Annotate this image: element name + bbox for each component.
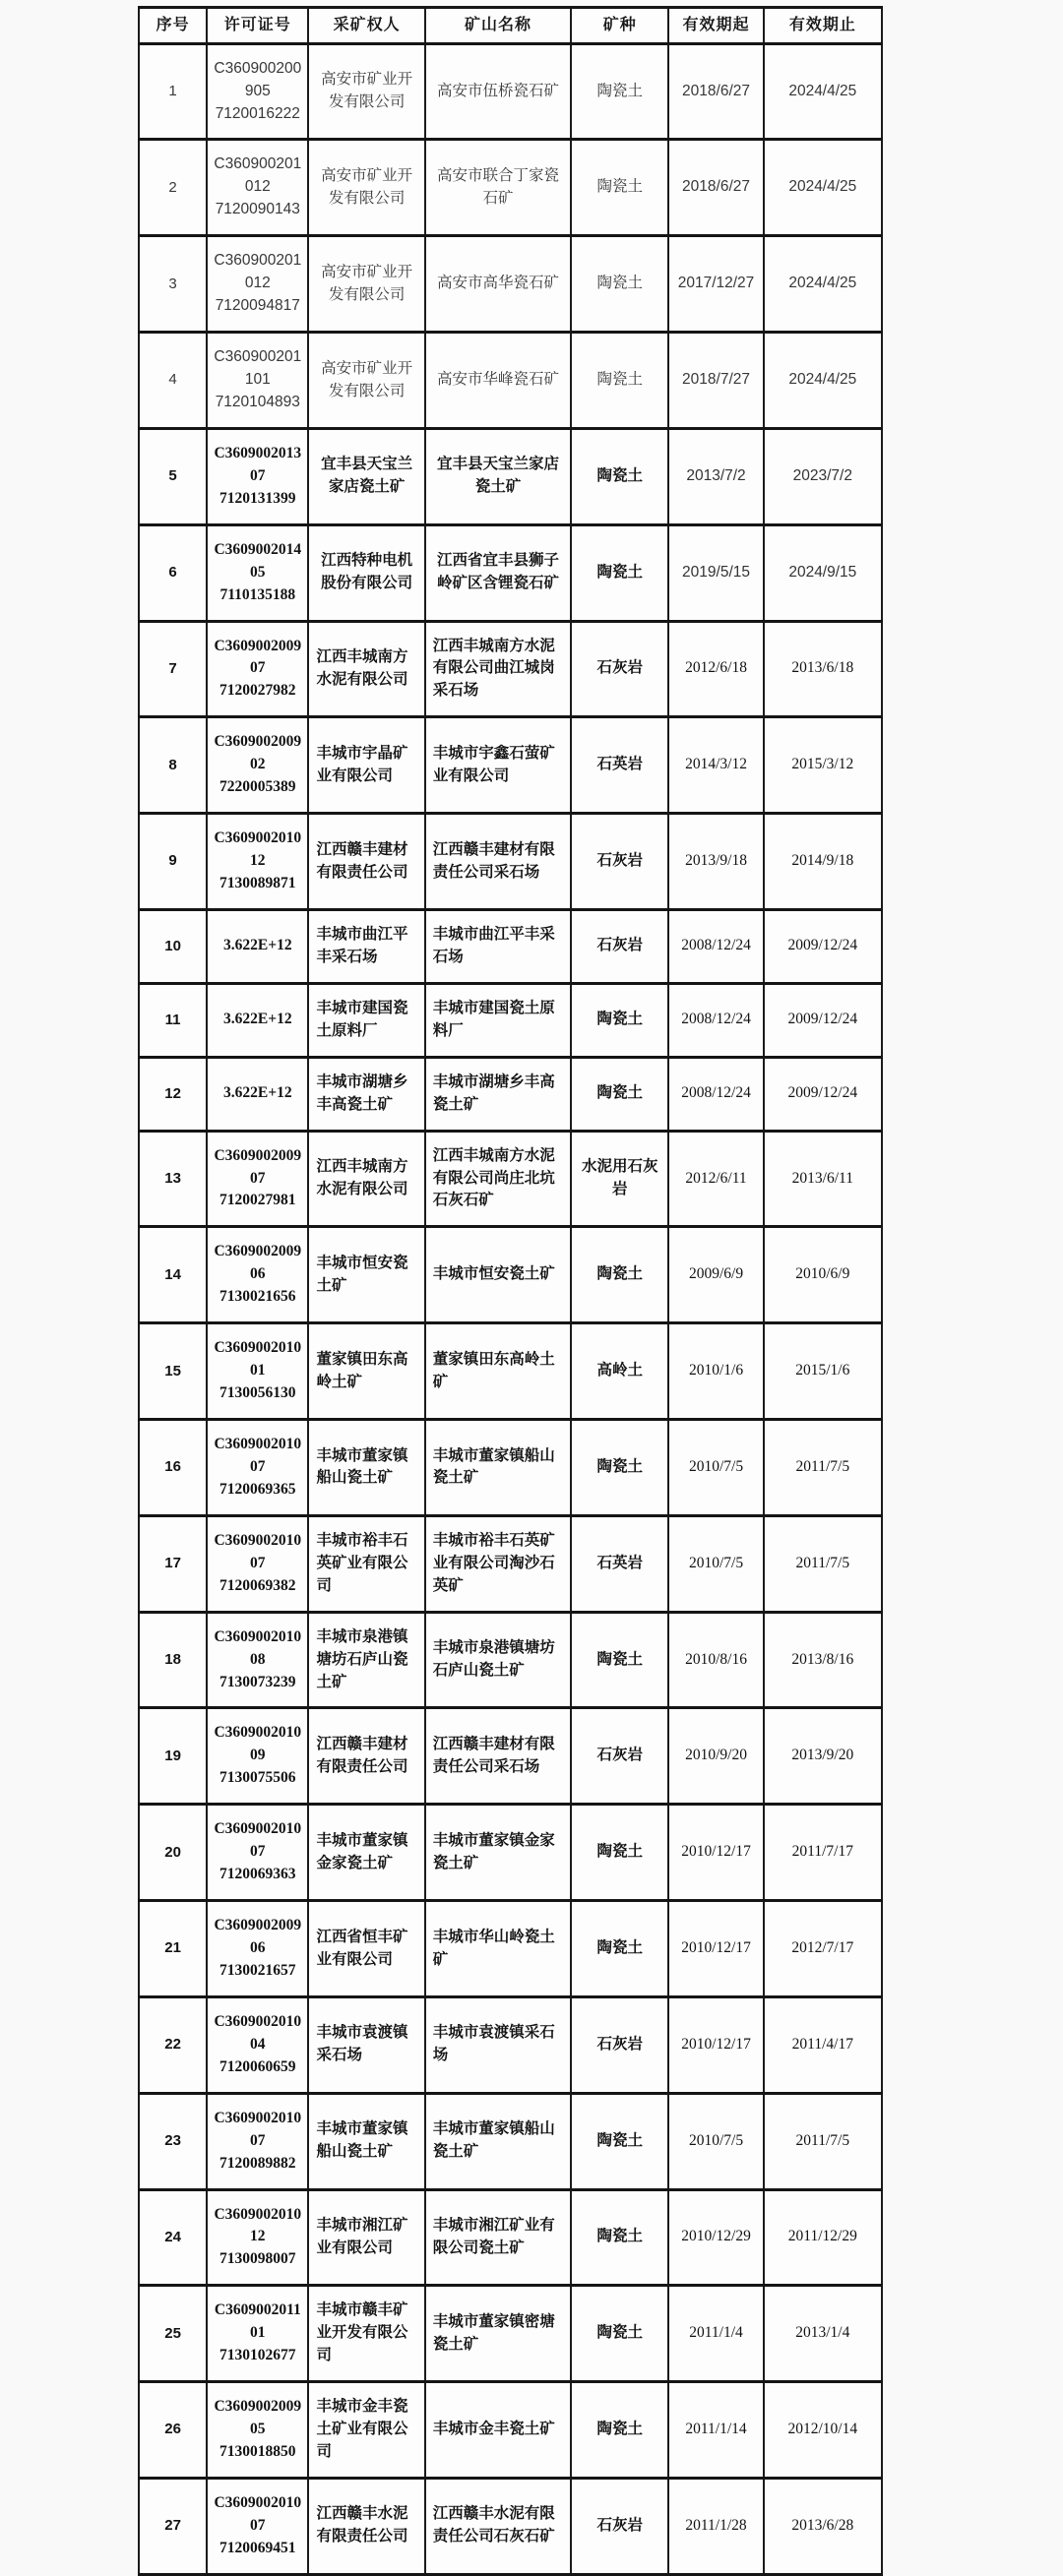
cell-mineral: 陶瓷土 xyxy=(571,1420,668,1516)
cell-serial: 18 xyxy=(139,1612,207,1708)
cell-serial: 3 xyxy=(139,236,207,333)
table-row xyxy=(139,2189,882,2286)
cell-license: C360900201007 7120069365 xyxy=(207,1420,308,1516)
cell-serial: 14 xyxy=(139,1227,207,1323)
cell-mineral: 陶瓷土 xyxy=(571,236,668,333)
cell-mineral: 陶瓷土 xyxy=(571,2189,668,2286)
cell-mine-name: 丰城市曲江平丰采石场 xyxy=(425,909,571,983)
cell-valid-to: 2024/9/15 xyxy=(764,524,882,621)
cell-mine-name: 江西赣丰水泥有限责任公司石灰石矿 xyxy=(425,2478,571,2574)
cell-mineral: 陶瓷土 xyxy=(571,428,668,524)
table-row xyxy=(139,2286,882,2382)
cell-serial: 13 xyxy=(139,1131,207,1227)
cell-valid-to: 2023/7/2 xyxy=(764,428,882,524)
cell-serial: 7 xyxy=(139,621,207,717)
cell-serial: 4 xyxy=(139,333,207,429)
table-row xyxy=(139,43,882,140)
cell-license: C360900201009 7130075506 xyxy=(207,1708,308,1805)
cell-valid-from: 2010/7/5 xyxy=(668,1515,763,1612)
cell-serial: 26 xyxy=(139,2382,207,2479)
cell-serial: 9 xyxy=(139,814,207,910)
table-row xyxy=(139,1057,882,1131)
cell-license: C360900201101 7120104893 xyxy=(207,333,308,429)
table-row xyxy=(139,1420,882,1516)
cell-mine-name: 丰城市袁渡镇采石场 xyxy=(425,1996,571,2093)
cell-serial: 24 xyxy=(139,2189,207,2286)
table-row xyxy=(139,428,882,524)
cell-valid-from: 2010/1/6 xyxy=(668,1323,763,1420)
col-header-license: 许可证号 xyxy=(207,8,308,44)
cell-mineral: 陶瓷土 xyxy=(571,2286,668,2382)
table-row xyxy=(139,1708,882,1805)
cell-license: C360900201007 7120069363 xyxy=(207,1805,308,1901)
cell-valid-to: 2013/6/28 xyxy=(764,2478,882,2574)
cell-owner: 丰城市曲江平丰采石场 xyxy=(308,909,424,983)
cell-owner: 丰城市建国瓷土原料厂 xyxy=(308,983,424,1057)
cell-valid-from: 2009/6/9 xyxy=(668,1227,763,1323)
cell-owner: 高安市矿业开发有限公司 xyxy=(308,333,424,429)
cell-owner: 江西省恒丰矿业有限公司 xyxy=(308,1901,424,1997)
table-row xyxy=(139,140,882,236)
cell-serial: 19 xyxy=(139,1708,207,1805)
cell-valid-to: 2013/6/11 xyxy=(764,1131,882,1227)
cell-mine-name: 江西丰城南方水泥有限公司尚庄北坑石灰石矿 xyxy=(425,1131,571,1227)
cell-valid-to: 2011/7/5 xyxy=(764,1515,882,1612)
cell-serial: 10 xyxy=(139,909,207,983)
cell-serial: 8 xyxy=(139,717,207,814)
cell-owner: 丰城市湘江矿业有限公司 xyxy=(308,2189,424,2286)
cell-license: C360900200906 7130021656 xyxy=(207,1227,308,1323)
cell-serial: 17 xyxy=(139,1515,207,1612)
cell-mine-name: 高安市联合丁家瓷石矿 xyxy=(425,140,571,236)
cell-valid-to: 2014/9/18 xyxy=(764,814,882,910)
cell-mine-name: 丰城市董家镇金家瓷土矿 xyxy=(425,1805,571,1901)
table-row xyxy=(139,2382,882,2479)
cell-valid-from: 2010/7/5 xyxy=(668,1420,763,1516)
cell-mine-name: 高安市伍桥瓷石矿 xyxy=(425,43,571,140)
cell-valid-from: 2010/12/29 xyxy=(668,2189,763,2286)
cell-owner: 丰城市董家镇船山瓷土矿 xyxy=(308,1420,424,1516)
cell-owner: 丰城市湖塘乡丰高瓷土矿 xyxy=(308,1057,424,1131)
cell-valid-to: 2015/1/6 xyxy=(764,1323,882,1420)
cell-valid-from: 2018/7/27 xyxy=(668,333,763,429)
cell-valid-to: 2013/1/4 xyxy=(764,2286,882,2382)
cell-owner: 高安市矿业开发有限公司 xyxy=(308,140,424,236)
cell-mine-name: 江西赣丰建材有限责任公司采石场 xyxy=(425,1708,571,1805)
cell-valid-from: 2008/12/24 xyxy=(668,1057,763,1131)
cell-valid-from: 2012/6/18 xyxy=(668,621,763,717)
cell-mineral: 石英岩 xyxy=(571,1515,668,1612)
col-header-valid-from: 有效期起 xyxy=(668,8,763,44)
cell-mineral: 陶瓷土 xyxy=(571,524,668,621)
cell-license: C360900201007 7120069382 xyxy=(207,1515,308,1612)
table-row xyxy=(139,1901,882,1997)
cell-mine-name: 宜丰县天宝兰家店瓷土矿 xyxy=(425,428,571,524)
cell-mine-name: 丰城市宇鑫石萤矿业有限公司 xyxy=(425,717,571,814)
table-row xyxy=(139,2093,882,2189)
cell-serial: 23 xyxy=(139,2093,207,2189)
header-row xyxy=(139,8,882,44)
cell-mine-name: 江西省宜丰县狮子岭矿区含锂瓷石矿 xyxy=(425,524,571,621)
cell-valid-to: 2011/7/5 xyxy=(764,2093,882,2189)
cell-mine-name: 丰城市金丰瓷土矿 xyxy=(425,2382,571,2479)
table-row xyxy=(139,524,882,621)
cell-serial: 21 xyxy=(139,1901,207,1997)
table-row xyxy=(139,983,882,1057)
cell-owner: 江西丰城南方水泥有限公司 xyxy=(308,621,424,717)
cell-mineral: 陶瓷土 xyxy=(571,140,668,236)
cell-license: C360900200905 7120016222 xyxy=(207,43,308,140)
cell-serial: 27 xyxy=(139,2478,207,2574)
cell-license: C360900201001 7130056130 xyxy=(207,1323,308,1420)
cell-serial: 6 xyxy=(139,524,207,621)
cell-license: C360900201101 7130102677 xyxy=(207,2286,308,2382)
cell-mine-name: 丰城市裕丰石英矿业有限公司淘沙石英矿 xyxy=(425,1515,571,1612)
cell-owner: 高安市矿业开发有限公司 xyxy=(308,236,424,333)
cell-owner: 丰城市袁渡镇采石场 xyxy=(308,1996,424,2093)
cell-mine-name: 高安市高华瓷石矿 xyxy=(425,236,571,333)
cell-mine-name: 丰城市建国瓷土原料厂 xyxy=(425,983,571,1057)
cell-valid-from: 2014/3/12 xyxy=(668,717,763,814)
cell-valid-from: 2012/6/11 xyxy=(668,1131,763,1227)
cell-valid-to: 2012/7/17 xyxy=(764,1901,882,1997)
cell-license: 3.622E+12 xyxy=(207,1057,308,1131)
cell-valid-from: 2010/8/16 xyxy=(668,1612,763,1708)
cell-mine-name: 江西赣丰建材有限责任公司采石场 xyxy=(425,814,571,910)
table-row xyxy=(139,1805,882,1901)
cell-mineral: 石英岩 xyxy=(571,717,668,814)
mining-license-table xyxy=(138,6,883,2576)
cell-owner: 董家镇田东高岭土矿 xyxy=(308,1323,424,1420)
cell-mine-name: 丰城市恒安瓷土矿 xyxy=(425,1227,571,1323)
cell-valid-from: 2010/9/20 xyxy=(668,1708,763,1805)
cell-mine-name: 丰城市董家镇密塘瓷土矿 xyxy=(425,2286,571,2382)
table-row xyxy=(139,717,882,814)
cell-license: C360900201012 7120094817 xyxy=(207,236,308,333)
cell-valid-to: 2010/6/9 xyxy=(764,1227,882,1323)
cell-mineral: 陶瓷土 xyxy=(571,983,668,1057)
cell-valid-from: 2011/1/4 xyxy=(668,2286,763,2382)
cell-valid-to: 2009/12/24 xyxy=(764,909,882,983)
cell-valid-from: 2013/9/18 xyxy=(668,814,763,910)
table-row xyxy=(139,1323,882,1420)
table-row xyxy=(139,333,882,429)
col-header-valid-to: 有效期止 xyxy=(764,8,882,44)
cell-mineral: 石灰岩 xyxy=(571,621,668,717)
cell-license: C360900201012 7130098007 xyxy=(207,2189,308,2286)
cell-mineral: 陶瓷土 xyxy=(571,1057,668,1131)
cell-license: C360900201012 7120090143 xyxy=(207,140,308,236)
cell-valid-to: 2013/9/20 xyxy=(764,1708,882,1805)
cell-mineral: 陶瓷土 xyxy=(571,43,668,140)
cell-valid-from: 2010/7/5 xyxy=(668,2093,763,2189)
cell-license: C360900201004 7120060659 xyxy=(207,1996,308,2093)
cell-mine-name: 丰城市董家镇船山瓷土矿 xyxy=(425,2093,571,2189)
cell-owner: 江西丰城南方水泥有限公司 xyxy=(308,1131,424,1227)
cell-owner: 丰城市恒安瓷土矿 xyxy=(308,1227,424,1323)
cell-valid-to: 2013/8/16 xyxy=(764,1612,882,1708)
cell-serial: 12 xyxy=(139,1057,207,1131)
cell-valid-to: 2009/12/24 xyxy=(764,983,882,1057)
cell-license: C360900201307 7120131399 xyxy=(207,428,308,524)
cell-valid-to: 2013/6/18 xyxy=(764,621,882,717)
cell-serial: 20 xyxy=(139,1805,207,1901)
cell-owner: 丰城市董家镇金家瓷土矿 xyxy=(308,1805,424,1901)
cell-mine-name: 江西丰城南方水泥有限公司曲江城岗采石场 xyxy=(425,621,571,717)
cell-owner: 丰城市赣丰矿业开发有限公司 xyxy=(308,2286,424,2382)
table-row xyxy=(139,1515,882,1612)
cell-mineral: 陶瓷土 xyxy=(571,1901,668,1997)
cell-mineral: 石灰岩 xyxy=(571,1996,668,2093)
cell-license: 3.622E+12 xyxy=(207,909,308,983)
cell-valid-to: 2011/7/5 xyxy=(764,1420,882,1516)
cell-valid-to: 2024/4/25 xyxy=(764,333,882,429)
cell-owner: 江西赣丰水泥有限责任公司 xyxy=(308,2478,424,2574)
cell-mine-name: 丰城市董家镇船山瓷土矿 xyxy=(425,1420,571,1516)
cell-mineral: 陶瓷土 xyxy=(571,1612,668,1708)
cell-valid-to: 2011/7/17 xyxy=(764,1805,882,1901)
cell-mineral: 陶瓷土 xyxy=(571,2093,668,2189)
cell-mineral: 高岭土 xyxy=(571,1323,668,1420)
mining-license-table-container xyxy=(138,6,883,2576)
cell-owner: 高安市矿业开发有限公司 xyxy=(308,43,424,140)
cell-valid-from: 2013/7/2 xyxy=(668,428,763,524)
cell-mine-name: 高安市华峰瓷石矿 xyxy=(425,333,571,429)
cell-license: 3.622E+12 xyxy=(207,983,308,1057)
cell-license: C360900200907 7120027981 xyxy=(207,1131,308,1227)
cell-owner: 江西特种电机股份有限公司 xyxy=(308,524,424,621)
cell-mine-name: 丰城市华山岭瓷土矿 xyxy=(425,1901,571,1997)
cell-owner: 江西赣丰建材有限责任公司 xyxy=(308,1708,424,1805)
cell-valid-to: 2011/12/29 xyxy=(764,2189,882,2286)
cell-serial: 1 xyxy=(139,43,207,140)
cell-owner: 丰城市泉港镇塘坊石庐山瓷土矿 xyxy=(308,1612,424,1708)
cell-mineral: 陶瓷土 xyxy=(571,333,668,429)
cell-license: C360900201007 7120089882 xyxy=(207,2093,308,2189)
cell-mineral: 石灰岩 xyxy=(571,2478,668,2574)
cell-valid-from: 2010/12/17 xyxy=(668,1901,763,1997)
cell-valid-from: 2018/6/27 xyxy=(668,140,763,236)
cell-license: C360900201008 7130073239 xyxy=(207,1612,308,1708)
cell-mineral: 石灰岩 xyxy=(571,909,668,983)
cell-valid-from: 2008/12/24 xyxy=(668,983,763,1057)
col-header-serial: 序号 xyxy=(139,8,207,44)
cell-serial: 15 xyxy=(139,1323,207,1420)
cell-valid-from: 2010/12/17 xyxy=(668,1996,763,2093)
cell-mineral: 石灰岩 xyxy=(571,814,668,910)
cell-valid-to: 2024/4/25 xyxy=(764,236,882,333)
cell-mine-name: 丰城市湖塘乡丰高瓷土矿 xyxy=(425,1057,571,1131)
table-row xyxy=(139,1612,882,1708)
cell-license: C360900201405 7110135188 xyxy=(207,524,308,621)
cell-valid-to: 2024/4/25 xyxy=(764,140,882,236)
cell-license: C360900200907 7120027982 xyxy=(207,621,308,717)
cell-owner: 江西赣丰建材有限责任公司 xyxy=(308,814,424,910)
table-row xyxy=(139,1996,882,2093)
cell-mineral: 石灰岩 xyxy=(571,1708,668,1805)
cell-serial: 5 xyxy=(139,428,207,524)
cell-serial: 11 xyxy=(139,983,207,1057)
cell-owner: 宜丰县天宝兰家店瓷土矿 xyxy=(308,428,424,524)
cell-mineral: 水泥用石灰岩 xyxy=(571,1131,668,1227)
cell-mine-name: 丰城市泉港镇塘坊石庐山瓷土矿 xyxy=(425,1612,571,1708)
col-header-owner: 采矿权人 xyxy=(308,8,424,44)
cell-valid-from: 2017/12/27 xyxy=(668,236,763,333)
cell-license: C360900200905 7130018850 xyxy=(207,2382,308,2479)
cell-license: C360900201007 7120069451 xyxy=(207,2478,308,2574)
cell-valid-to: 2011/4/17 xyxy=(764,1996,882,2093)
cell-serial: 25 xyxy=(139,2286,207,2382)
cell-license: C360900200906 7130021657 xyxy=(207,1901,308,1997)
cell-owner: 丰城市宇晶矿业有限公司 xyxy=(308,717,424,814)
table-row xyxy=(139,2478,882,2574)
cell-mineral: 陶瓷土 xyxy=(571,2382,668,2479)
cell-valid-to: 2012/10/14 xyxy=(764,2382,882,2479)
table-row xyxy=(139,1227,882,1323)
table-row xyxy=(139,1131,882,1227)
cell-mineral: 陶瓷土 xyxy=(571,1805,668,1901)
table-row xyxy=(139,814,882,910)
cell-valid-from: 2011/1/28 xyxy=(668,2478,763,2574)
cell-valid-from: 2010/12/17 xyxy=(668,1805,763,1901)
cell-valid-from: 2011/1/14 xyxy=(668,2382,763,2479)
cell-valid-to: 2009/12/24 xyxy=(764,1057,882,1131)
cell-serial: 2 xyxy=(139,140,207,236)
cell-valid-to: 2015/3/12 xyxy=(764,717,882,814)
cell-owner: 丰城市金丰瓷土矿业有限公司 xyxy=(308,2382,424,2479)
cell-mine-name: 丰城市湘江矿业有限公司瓷土矿 xyxy=(425,2189,571,2286)
cell-valid-to: 2024/4/25 xyxy=(764,43,882,140)
table-row xyxy=(139,909,882,983)
cell-owner: 丰城市董家镇船山瓷土矿 xyxy=(308,2093,424,2189)
cell-valid-from: 2018/6/27 xyxy=(668,43,763,140)
table-row xyxy=(139,236,882,333)
cell-license: C360900201012 7130089871 xyxy=(207,814,308,910)
cell-mineral: 陶瓷土 xyxy=(571,1227,668,1323)
cell-valid-from: 2019/5/15 xyxy=(668,524,763,621)
cell-serial: 16 xyxy=(139,1420,207,1516)
table-row xyxy=(139,621,882,717)
cell-serial: 22 xyxy=(139,1996,207,2093)
cell-mine-name: 董家镇田东高岭土矿 xyxy=(425,1323,571,1420)
cell-license: C360900200902 7220005389 xyxy=(207,717,308,814)
col-header-mineral: 矿种 xyxy=(571,8,668,44)
col-header-mine-name: 矿山名称 xyxy=(425,8,571,44)
cell-owner: 丰城市裕丰石英矿业有限公司 xyxy=(308,1515,424,1612)
cell-valid-from: 2008/12/24 xyxy=(668,909,763,983)
